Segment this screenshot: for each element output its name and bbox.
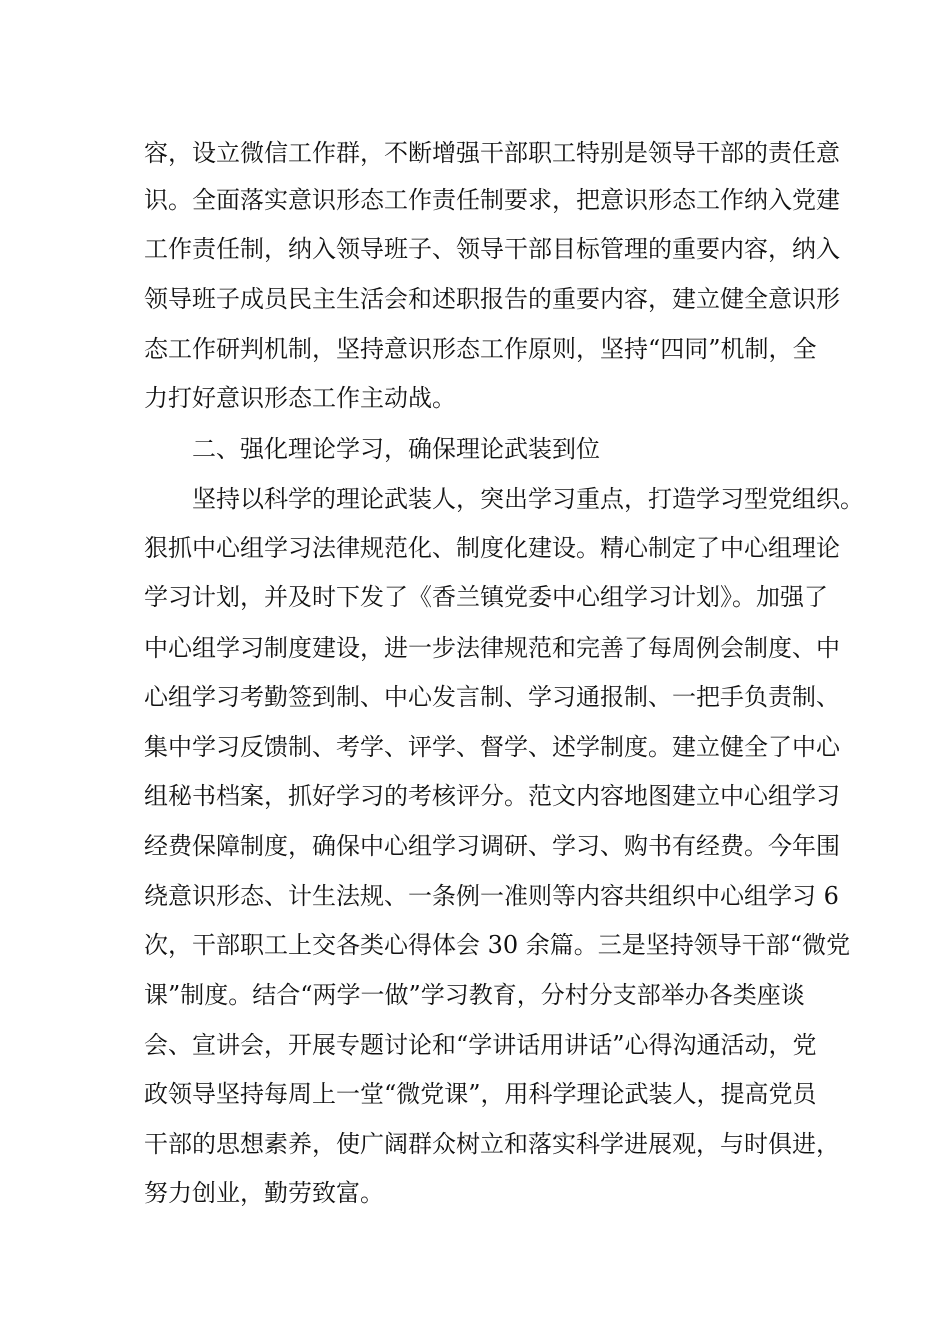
text-line: 政领导坚持每周上一堂“微党课”，用科学理论武装人，提高党员 [144,1080,817,1108]
text-line: 中心组学习制度建设，进一步法律规范和完善了每周例会制度、中 [144,634,840,662]
section-heading: 二、强化理论学习，确保理论武装到位 [192,435,600,463]
text-line: 力打好意识形态工作主动战。 [144,384,456,412]
text-line: 态工作研判机制，坚持意识形态工作原则，坚持“四同”机制，全 [144,335,817,363]
text-line: 学习计划，并及时下发了《香兰镇党委中心组学习计划》。加强了 [144,583,828,611]
text-line: 课”制度。结合“两学一做”学习教育，分村分支部举办各类座谈 [144,981,805,1009]
text-line: 会、宣讲会，开展专题讨论和“学讲话用讲话”心得沟通活动，党 [144,1031,817,1059]
text-line: 容，设立微信工作群，不断增强干部职工特别是领导干部的责任意 [144,139,840,167]
text-line: 努力创业，勤劳致富。 [144,1179,384,1207]
text-line: 识。全面落实意识形态工作责任制要求，把意识形态工作纳入党建 [144,186,840,214]
text-line: 次，干部职工上交各类心得体会 30 余篇。三是坚持领导干部“微党 [144,931,851,959]
text-line: 集中学习反馈制、考学、评学、督学、述学制度。建立健全了中心 [144,733,840,761]
text-line: 工作责任制，纳入领导班子、领导干部目标管理的重要内容，纳入 [144,235,840,263]
paragraph-first-line: 坚持以科学的理论武装人，突出学习重点，打造学习型党组织。 [192,485,864,513]
text-line: 狠抓中心组学习法律规范化、制度化建设。精心制定了中心组理论 [144,534,840,562]
text-line: 心组学习考勤签到制、中心发言制、学习通报制、一把手负责制、 [144,683,840,711]
text-line: 领导班子成员民主生活会和述职报告的重要内容，建立健全意识形 [144,285,840,313]
text-line: 干部的思想素养，使广阔群众树立和落实科学进展观，与时俱进， [144,1130,840,1158]
text-line: 经费保障制度，确保中心组学习调研、学习、购书有经费。今年围 [144,832,840,860]
text-line: 组秘书档案，抓好学习的考核评分。范文内容地图建立中心组学习 [144,782,840,810]
text-line: 绕意识形态、计生法规、一条例一准则等内容共组织中心组学习 6 [144,882,839,910]
